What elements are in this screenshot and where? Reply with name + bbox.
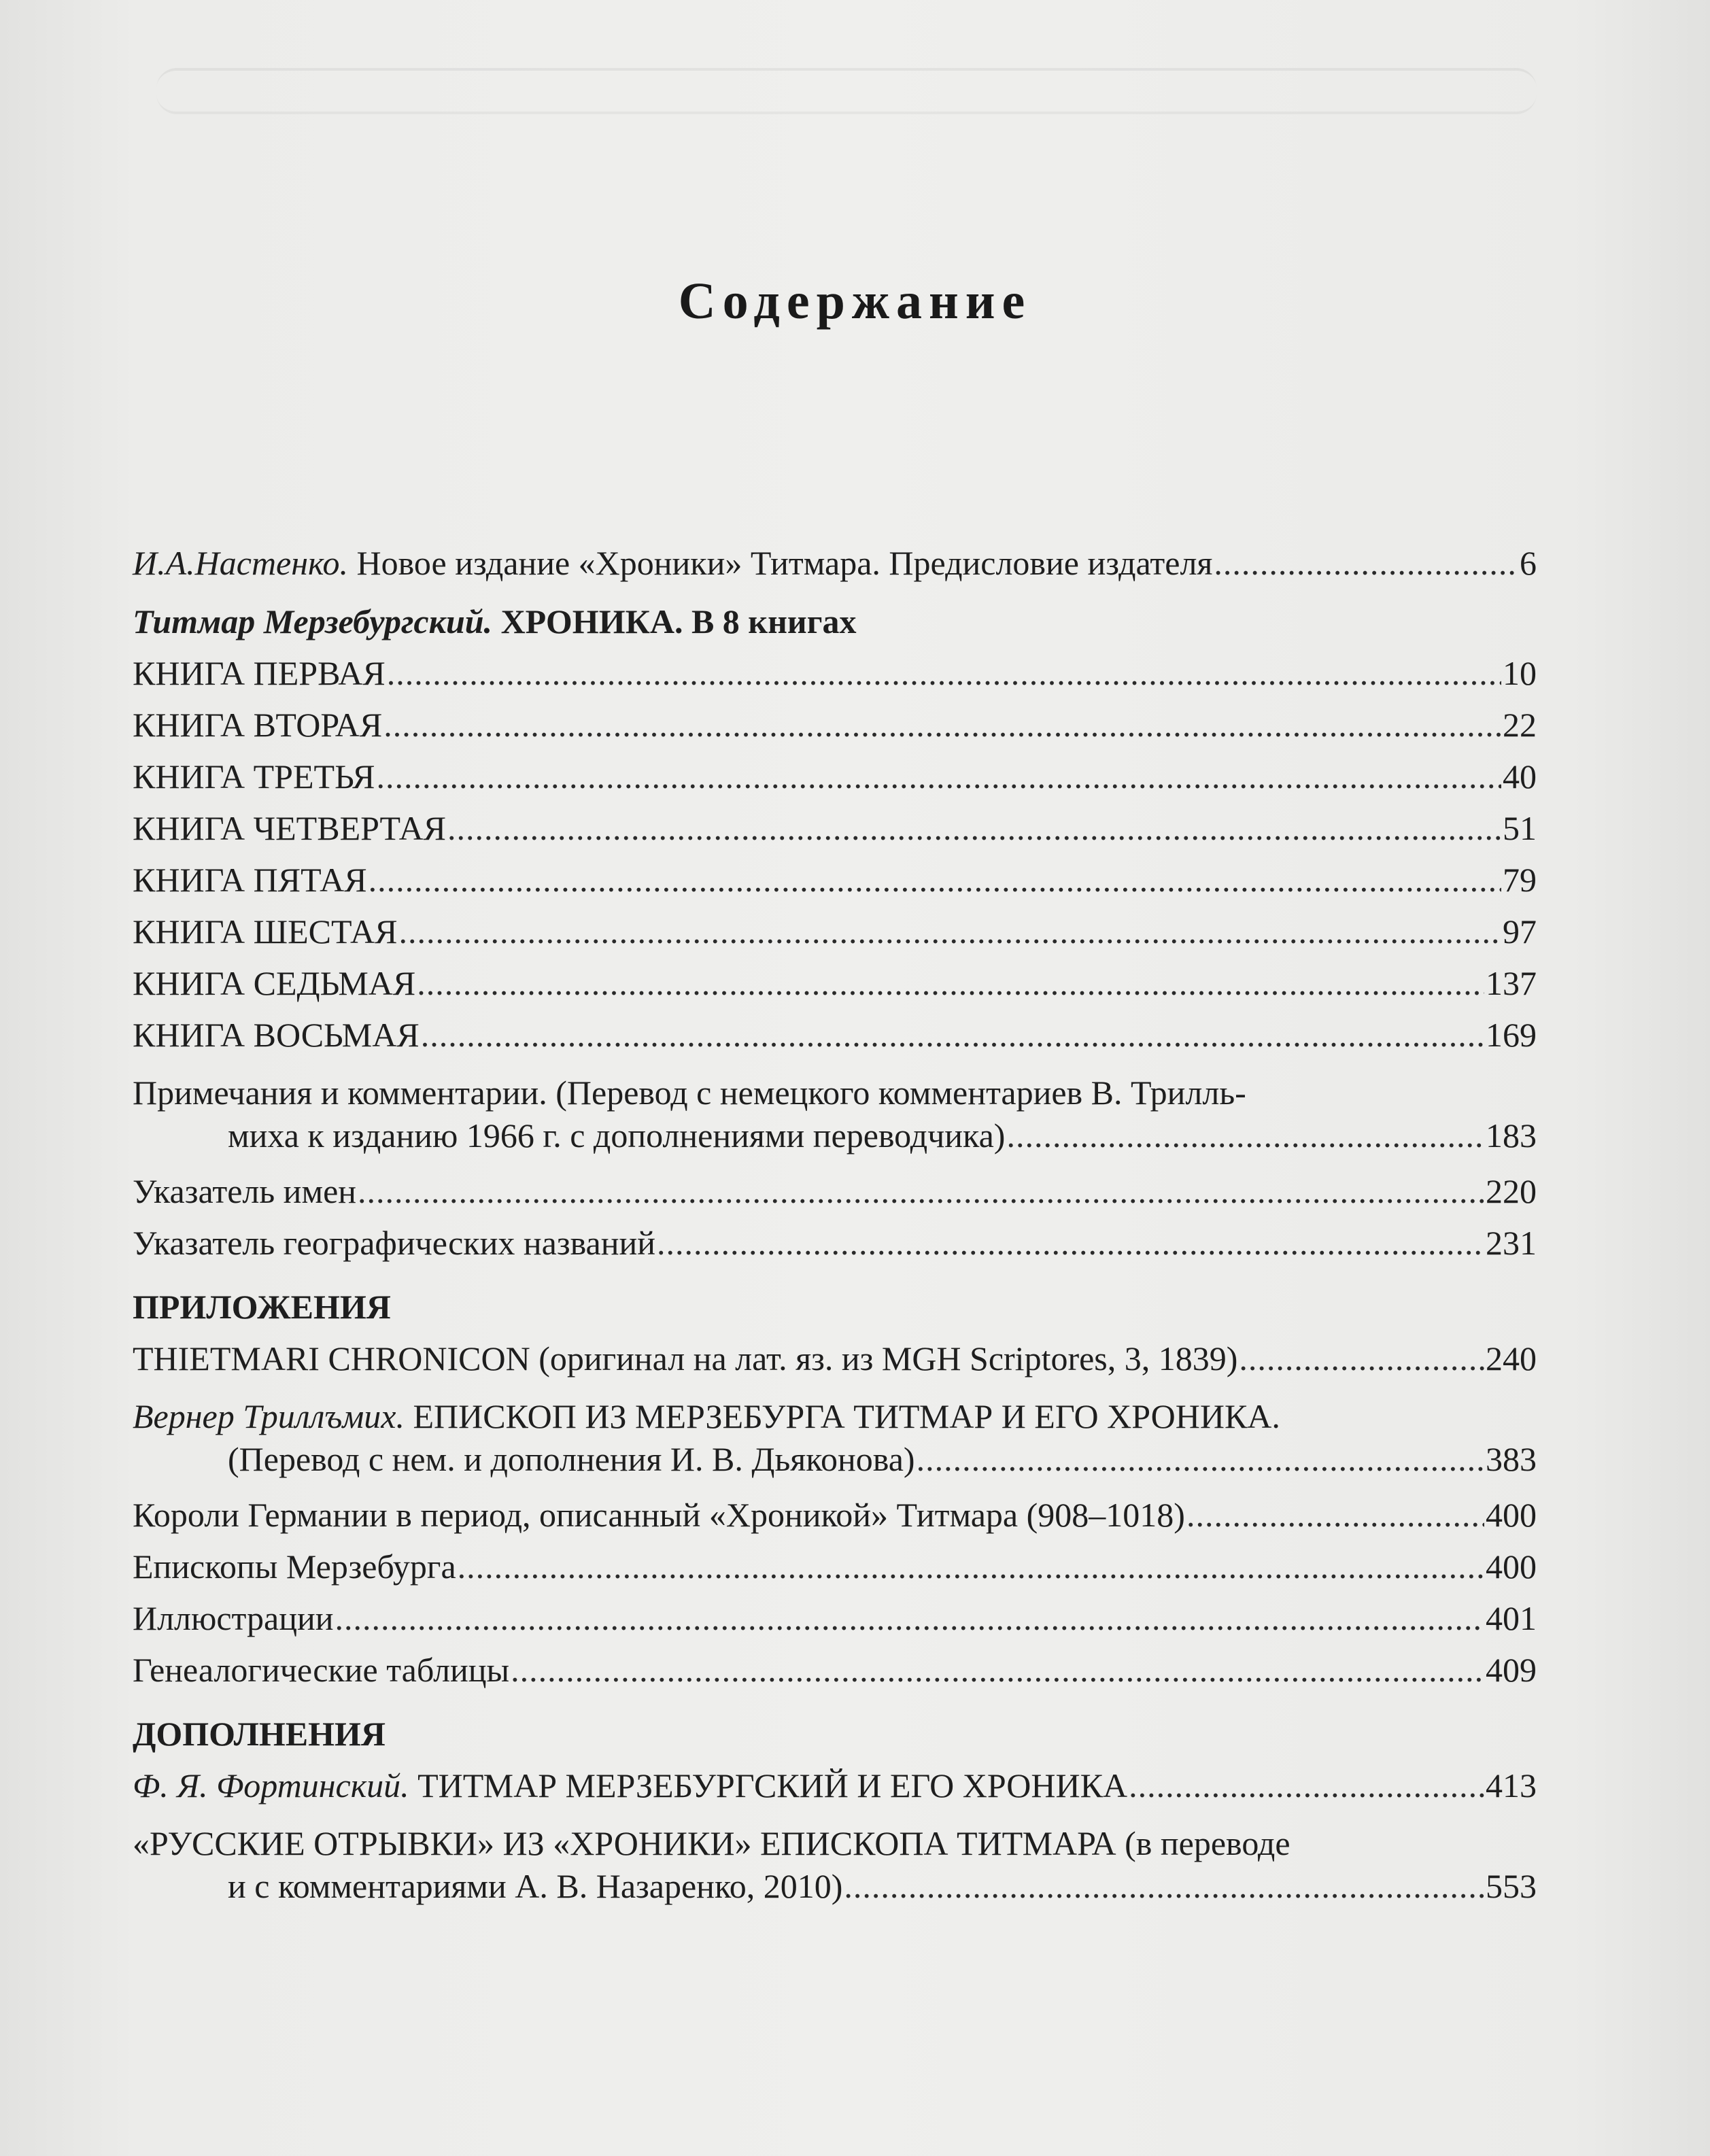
- toc-entry-genealogy[interactable]: [133, 1651, 1537, 1689]
- entry-title: Указатель имен: [133, 1172, 357, 1210]
- entry-title-line1: Примечания и комментарии. (Перевод с немецкого комментариев В. Трилль-: [133, 1074, 1246, 1112]
- dot-leader: [458, 1547, 1484, 1586]
- page-number: 22: [1503, 706, 1537, 744]
- page-number: 40: [1503, 757, 1537, 795]
- toc-entry-name-index[interactable]: [133, 1172, 1537, 1210]
- dot-leader: [1129, 1766, 1484, 1804]
- page-number: 413: [1486, 1766, 1537, 1804]
- toc-entry-illustrations[interactable]: [133, 1599, 1537, 1637]
- dot-leader: [511, 1651, 1484, 1689]
- entry-title-line2: миха к изданию 1966 г. с дополнениями переводчика): [228, 1116, 1006, 1154]
- toc-entry-book-2[interactable]: [133, 706, 1537, 744]
- page-number: 183: [1486, 1116, 1537, 1154]
- toc-entry-notes[interactable]: [133, 1072, 1537, 1154]
- entry-title: КНИГА ШЕСТАЯ: [133, 912, 398, 951]
- toc-entry-preface[interactable]: [133, 544, 1537, 582]
- entry-title: КНИГА СЕДЬМАЯ: [133, 964, 416, 1002]
- section-heading-appendices: ПРИЛОЖЕНИЯ: [133, 1288, 391, 1326]
- dot-leader: [358, 1172, 1484, 1210]
- dot-leader: [657, 1224, 1484, 1262]
- dot-leader: [376, 757, 1501, 795]
- entry-title-line2: (Перевод с нем. и дополнения И. В. Дьяконова): [228, 1440, 915, 1478]
- toc-entry-thietmari-chronicon[interactable]: [133, 1339, 1537, 1378]
- page-number: 169: [1486, 1016, 1537, 1054]
- page-number: 553: [1486, 1867, 1537, 1905]
- page-number: 409: [1486, 1651, 1537, 1689]
- entry-title: Епископы Мерзебурга: [133, 1547, 456, 1586]
- entry-title-line1: «РУССКИЕ ОТРЫВКИ» ИЗ «ХРОНИКИ» ЕПИСКОПА ТИТМАРА: [133, 1824, 1116, 1862]
- entry-title: Короли Германии в период, описанный «Хроникой» Титмара (908–1018): [133, 1496, 1185, 1534]
- dot-leader: [335, 1599, 1484, 1637]
- dot-leader: [421, 1016, 1484, 1054]
- page-number: 6: [1520, 544, 1537, 582]
- entry-title: Генеалогические таблицы: [133, 1651, 510, 1689]
- toc-entry-kings[interactable]: [133, 1496, 1537, 1534]
- page-number: 97: [1503, 912, 1537, 951]
- entry-title: THIETMARI CHRONICON (оригинал на лат. яз. из MGH Scriptores, 3, 1839): [133, 1339, 1238, 1378]
- page-number: 220: [1486, 1172, 1537, 1210]
- toc-entry-book-7[interactable]: [133, 964, 1537, 1002]
- dot-leader: [387, 654, 1501, 692]
- toc-entry-book-6[interactable]: [133, 912, 1537, 951]
- toc-entry-geo-index[interactable]: [133, 1224, 1537, 1262]
- entry-title: Указатель географических названий: [133, 1224, 656, 1262]
- toc-entry-book-5[interactable]: [133, 861, 1537, 899]
- dot-leader: [1214, 544, 1518, 582]
- page-number: 79: [1503, 861, 1537, 899]
- page-number: 231: [1486, 1224, 1537, 1262]
- page-number: 10: [1503, 654, 1537, 692]
- dot-leader: [1006, 1116, 1484, 1154]
- entry-title: КНИГА ВОСЬМАЯ: [133, 1016, 420, 1054]
- toc-entry-bishops[interactable]: [133, 1547, 1537, 1586]
- page-number: 137: [1486, 964, 1537, 1002]
- toc-entry-book-3[interactable]: [133, 757, 1537, 795]
- chronicle-heading: [133, 602, 1537, 640]
- dot-leader: [1186, 1496, 1484, 1534]
- toc-entry-book-8[interactable]: [133, 1016, 1537, 1054]
- entry-title: КНИГА ЧЕТВЕРТАЯ: [133, 809, 447, 847]
- entry-title: Иллюстрации: [133, 1599, 334, 1637]
- entry-title-line1-rest: (в переводе: [1116, 1824, 1290, 1862]
- page-title: Содержание: [678, 273, 1032, 330]
- dot-leader: [369, 861, 1501, 899]
- dot-leader: [398, 912, 1501, 951]
- page-number: 51: [1503, 809, 1537, 847]
- heading-title: ХРОНИКА. В 8 книгах: [492, 602, 857, 640]
- page-number: 401: [1486, 1599, 1537, 1637]
- show-through-ornament: [156, 68, 1537, 114]
- toc-entry-book-1[interactable]: [133, 654, 1537, 692]
- entry-title: КНИГА ТРЕТЬЯ: [133, 757, 375, 795]
- author-name: Титмар Мерзебургский.: [133, 602, 493, 640]
- dot-leader: [447, 809, 1501, 847]
- page-number: 400: [1486, 1496, 1537, 1534]
- page-number: 383: [1486, 1440, 1537, 1478]
- entry-title: КНИГА ПЯТАЯ: [133, 861, 367, 899]
- toc-entry-book-4[interactable]: [133, 809, 1537, 847]
- section-heading-supplements: ДОПОЛНЕНИЯ: [133, 1715, 386, 1753]
- entry-title: КНИГА ПЕРВАЯ: [133, 654, 386, 692]
- dot-leader: [844, 1867, 1484, 1905]
- table-of-contents: [133, 544, 1537, 1905]
- entry-title-line2: и с комментариями А. В. Назаренко, 2010): [228, 1867, 843, 1905]
- page-number: 240: [1486, 1339, 1537, 1378]
- entry-title: ТИТМАР МЕРЗЕБУРГСКИЙ И ЕГО ХРОНИКА: [409, 1766, 1128, 1804]
- entry-title: КНИГА ВТОРАЯ: [133, 706, 383, 744]
- dot-leader: [917, 1440, 1484, 1478]
- dot-leader: [417, 964, 1484, 1002]
- page-number: 400: [1486, 1547, 1537, 1586]
- entry-title-line1: ЕПИСКОП ИЗ МЕРЗЕБУРГА ТИТМАР И ЕГО ХРОНИКА.: [404, 1397, 1280, 1435]
- dot-leader: [1239, 1339, 1484, 1378]
- toc-entry-trillmich[interactable]: [133, 1395, 1537, 1478]
- author-name: Ф. Я. Фортинский.: [133, 1766, 409, 1804]
- author-name: Вернер Триллъмих.: [133, 1397, 405, 1435]
- toc-entry-russian-excerpts[interactable]: [133, 1822, 1537, 1905]
- author-name: И.А.Настенко.: [133, 544, 349, 582]
- toc-entry-fortinsky[interactable]: [133, 1766, 1537, 1804]
- entry-title: Новое издание «Хроники» Титмара. Предисловие издателя: [348, 544, 1213, 582]
- dot-leader: [383, 706, 1501, 744]
